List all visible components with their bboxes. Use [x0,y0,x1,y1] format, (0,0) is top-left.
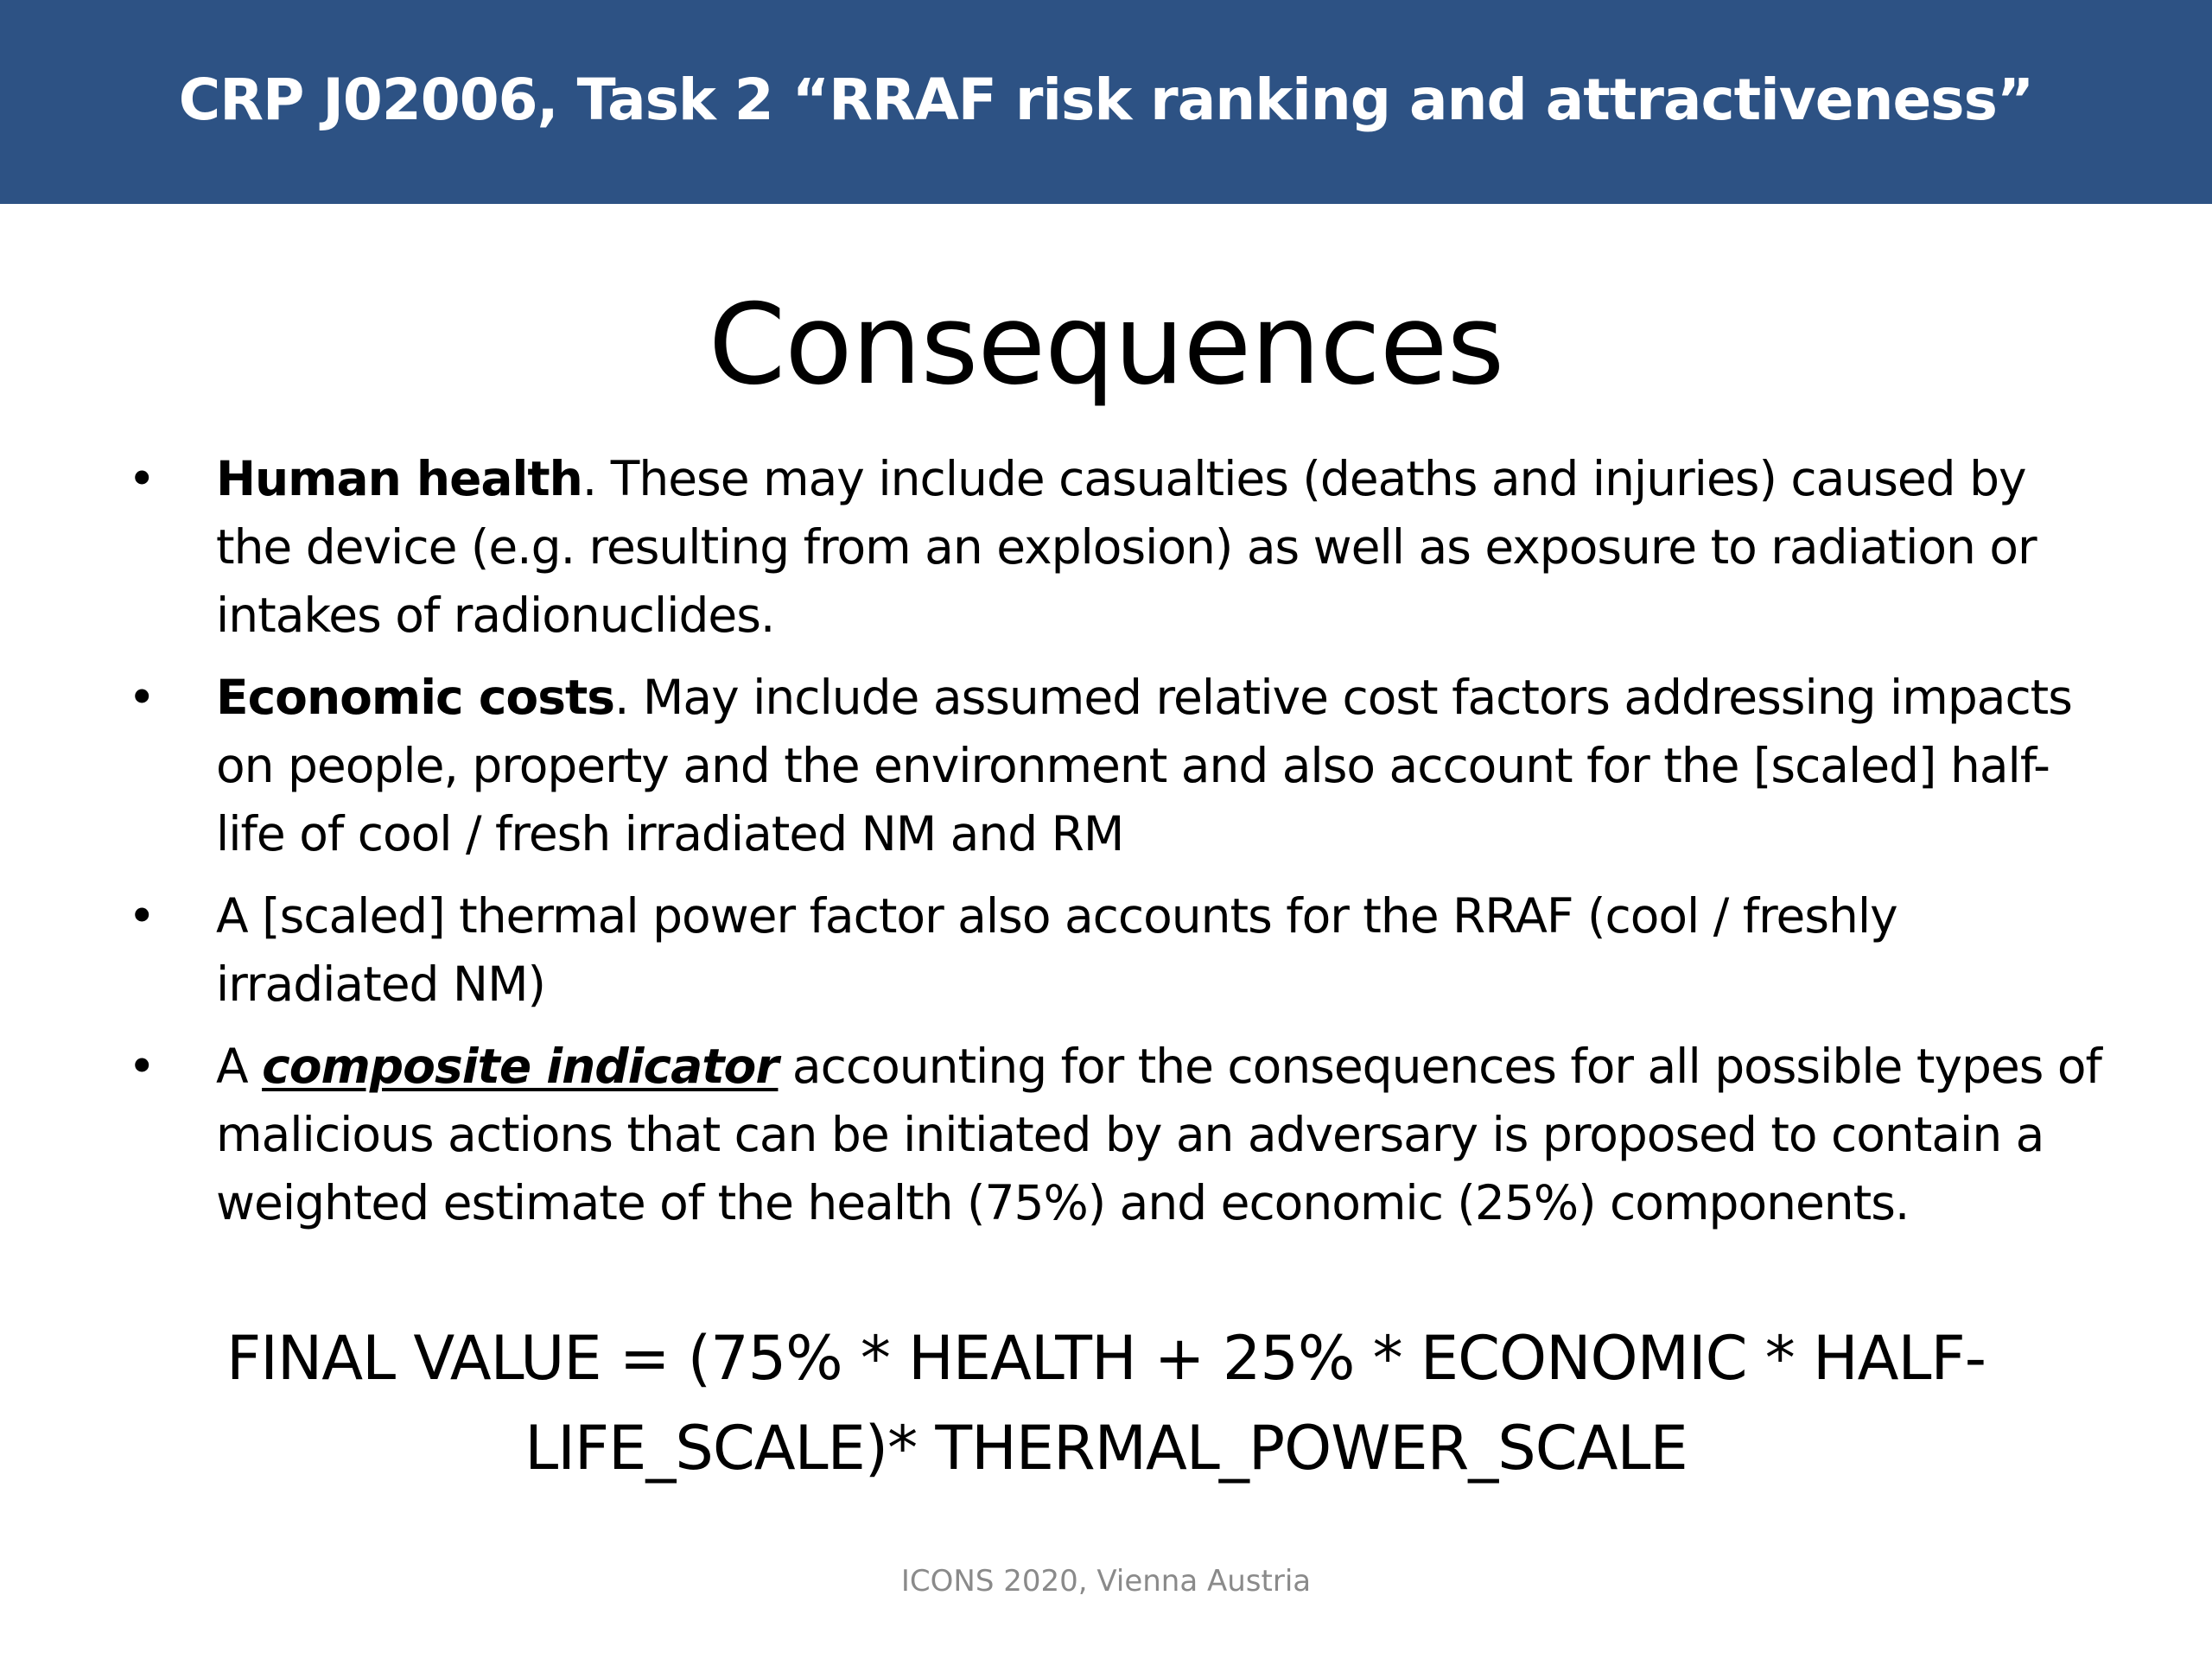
bullet-economic-costs [128,664,2107,868]
bullet-dot-icon: • [128,888,156,944]
composite-indicator-term: composite indicator [262,1039,779,1094]
bullet-human-health [128,445,2107,650]
header-bar [0,0,2212,204]
formula-line-1: FINAL VALUE = (75% * HEALTH + 25% * ECONOMIC * HALF- [226,1323,1986,1394]
slide-title: Consequences [708,281,1504,410]
bullet-dot-icon: • [128,670,156,725]
header-title: CRP J02006, Task 2 “RRAF risk ranking and attractiveness” [178,66,2034,133]
bullet-dot-icon: • [128,451,156,506]
bullet-dot-icon: • [128,1039,156,1094]
bullet-lead-human-health: Human health [216,451,582,506]
bullet-prefix-composite: A [216,1039,263,1094]
final-value-formula [173,1313,2039,1493]
bullet-text-composite: accounting for the consequences for all possible types of malicious actions that can be initiated by an adversary is proposed to contain a weighted estimate of the health (75%) and economic (25%) components. [216,1039,2101,1230]
bullet-lead-economic-costs: Economic costs [216,670,614,725]
bullet-text-human-health: . These may include casualties (deaths and injuries) caused by the device (e.g. resulting from an explosion) as well as exposure to radiation or intakes of radionuclides. [216,451,2037,643]
footer-text: ICONS 2020, Vienna Austria [900,1564,1312,1599]
bullet-thermal-power [128,882,2107,1019]
formula-line-2: LIFE_SCALE)* THERMAL_POWER_SCALE [524,1413,1688,1484]
bullet-text-economic-costs: . May include assumed relative cost factors addressing impacts on people, property and the environment and also account for the [scaled] half-life of cool / fresh irradiated NM and RM [216,670,2072,861]
bullet-text-thermal-power: A [scaled] thermal power factor also accounts for the RRAF (cool / freshly irradiated NM) [216,888,1897,1012]
bullet-list [128,445,2107,1251]
bullet-composite-indicator [128,1033,2107,1237]
